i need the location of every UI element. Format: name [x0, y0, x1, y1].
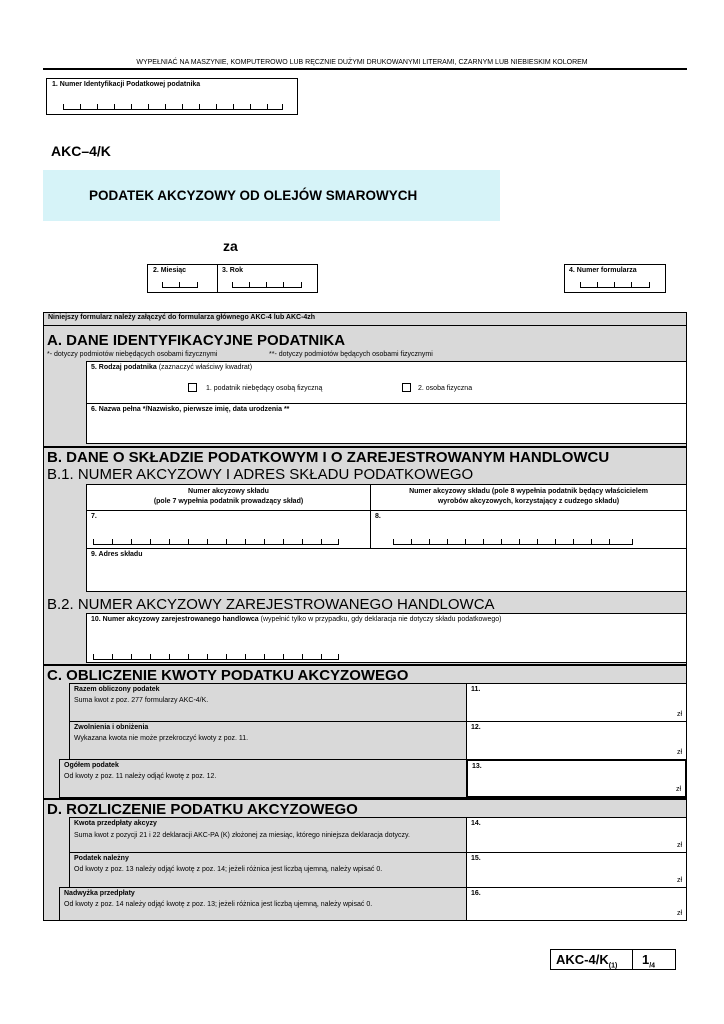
attach-note: Niniejszy formularz należy załączyć do formularza głównego AKC-4 lub AKC-4zh [48, 314, 316, 321]
row-11-desc: Suma kwot z poz. 277 formularzy AKC-4/K. [74, 697, 209, 704]
row-12-label: Zwolnienia i obniżenia [74, 724, 149, 731]
row-12-desc: Wykazana kwota nie może przekroczyć kwoty z poz. 11. [74, 735, 249, 742]
top-rule [43, 68, 687, 70]
field-16-overpayment[interactable] [466, 887, 687, 921]
section-b2-title: B.2. NUMER AKCYZOWY ZAREJESTROWANEGO HANDLOWCA [47, 596, 495, 613]
field-8-tick-line [393, 539, 633, 545]
nip-label: 1. Numer Identyfikacji Podatkowej podatnika [52, 81, 201, 88]
footer-code: AKC-$4/K_{(1)}$ [556, 952, 618, 970]
field-10-trader-excise-number[interactable] [86, 613, 687, 663]
row-14-label: Kwota przedpłaty akcyzy [74, 820, 157, 827]
row-14-label-cell [69, 817, 467, 853]
title-band [43, 170, 500, 221]
rule [43, 664, 687, 666]
field-5-label: 5. Rodzaj podatnika (zaznaczyć właściwy kwadrat) [91, 364, 253, 371]
field-16-unit: zł [676, 910, 682, 917]
field-12-unit: zł [676, 749, 682, 756]
field-11-number: 11. [471, 686, 481, 693]
field-7-label: 7. [91, 513, 97, 520]
rule [43, 798, 687, 800]
footer-page-number [632, 949, 676, 970]
row-16-desc: Od kwoty z poz. 14 należy odjąć kwotę z poz. 13; jeżeli różnica jest liczbą ujemną, należy wpisać 0. [64, 901, 373, 908]
field-10-tick-line [93, 654, 339, 660]
row-13-desc: Od kwoty z poz. 11 należy odjąć kwotę z poz. 12. [64, 773, 217, 780]
period-divider [217, 265, 218, 292]
field-11-total-tax[interactable] [466, 683, 687, 722]
row-13-label: Ogółem podatek [64, 762, 119, 769]
form-number-field[interactable] [564, 264, 666, 293]
row-14-desc: Suma kwot z pozycji 21 i 22 deklaracji AKC-PA (K) złożonej za miesiąc, którego niniejsza deklaracja dotyczy. [74, 832, 410, 839]
row-11-label-cell [69, 683, 467, 722]
section-a-title: A. DANE IDENTYFIKACYJNE PODATNIKA [47, 332, 346, 349]
za-label: za [223, 238, 238, 254]
field-5-taxpayer-type [86, 361, 687, 404]
section-d-title: D. ROZLICZENIE PODATKU AKCYZOWEGO [47, 801, 358, 818]
row-12-label-cell [69, 721, 467, 760]
field-10-label: 10. Numer akcyzowy zarejestrowanego handlowca (wypełnić tylko w przypadku, gdy deklaracja nie dotyczy składu podatkowego) [91, 616, 502, 623]
row-16-label-cell [59, 887, 467, 921]
month-input[interactable] [162, 282, 198, 288]
field-8-excise-number[interactable] [370, 510, 687, 549]
field-14-unit: zł [676, 842, 682, 849]
period-fields [147, 264, 318, 293]
checkbox-non-natural-person[interactable] [188, 383, 197, 392]
col1-header: Numer akcyzowy składu (pole 7 wypełnia podatnik prowadzący skład) [153, 488, 304, 505]
row-11-label: Razem obliczony podatek [74, 686, 160, 693]
option-2-label: 2. osoba fizyczna [418, 385, 473, 392]
field-12-exemptions[interactable] [466, 721, 687, 760]
form-code: AKC–4/K [51, 143, 111, 159]
row-13-label-cell [59, 759, 467, 798]
section-c-title: C. OBLICZENIE KWOTY PODATKU AKCYZOWEGO [47, 667, 409, 684]
field-9-warehouse-address[interactable] [86, 548, 687, 592]
field-14-number: 14. [471, 820, 481, 827]
field-15-number: 15. [471, 855, 481, 862]
year-label: 3. Rok [222, 267, 244, 274]
nip-field[interactable] [46, 78, 298, 115]
row-16-label: Nadwyżka przedpłaty [64, 890, 135, 897]
field-12-number: 12. [471, 724, 481, 731]
form-title: PODATEK AKCYZOWY OD OLEJÓW SMAROWYCH [89, 188, 418, 203]
field-15-tax-due[interactable] [466, 852, 687, 888]
section-b-title: B. DANE O SKŁADZIE PODATKOWYM I O ZAREJESTROWANYM HANDLOWCU [47, 449, 610, 466]
section-b1-title: B.1. NUMER AKCYZOWY I ADRES SKŁADU PODATKOWEGO [47, 466, 474, 483]
fill-instruction: WYPEŁNIAĆ NA MASZYNIE, KOMPUTEROWO LUB RĘCZNIE DUŻYMI DRUKOWANYMI LITERAMI, CZARNYM LUB NIEBIESKIM KOLOREM [136, 59, 588, 66]
row-15-desc: Od kwoty z poz. 13 należy odjąć kwotę z poz. 14; jeżeli różnica jest liczbą ujemną, należy wpisać 0. [74, 866, 383, 873]
field-15-unit: zł [676, 877, 682, 884]
form-number-label: 4. Numer formularza [569, 267, 637, 274]
field-7-tick-line [93, 539, 339, 545]
field-6-name[interactable] [86, 403, 687, 444]
field-8-label: 8. [375, 513, 381, 520]
footer-form-code [550, 949, 633, 970]
field-13-number: 13. [472, 763, 482, 770]
field-9-label: 9. Adres składu [91, 551, 143, 558]
page-number: $1_{/4}$ [642, 952, 656, 970]
section-a-note-1: *- dotyczy podmiotów niebędących osobami fizycznymi [47, 351, 218, 358]
nip-tick-line [63, 104, 283, 110]
field-14-prepayment[interactable] [466, 817, 687, 853]
row-15-label-cell [69, 852, 467, 888]
field-16-number: 16. [471, 890, 481, 897]
section-a-note-2: **- dotyczy podmiotów będących osobami fizycznymi [269, 351, 433, 358]
field-11-unit: zł [676, 711, 682, 718]
row-15-label: Podatek należny [74, 855, 129, 862]
checkbox-natural-person[interactable] [402, 383, 411, 392]
rule [43, 446, 687, 448]
rule [43, 325, 687, 326]
field-13-unit: zł [675, 786, 681, 793]
option-1-label: 1. podatnik niebędący osobą fizyczną [206, 385, 323, 392]
form-number-tick-line [580, 282, 650, 288]
col2-header: Numer akcyzowy składu (pole 8 wypełnia podatnik będący właścicielem wyrobów akcyzowych, korzystający z cudzego składu) [409, 488, 648, 505]
field-13-total[interactable] [466, 759, 687, 798]
year-input[interactable] [232, 282, 302, 288]
field-6-label: 6. Nazwa pełna */Nazwisko, pierwsze imię, data urodzenia ** [91, 406, 290, 413]
b1-column-headers [86, 484, 687, 511]
month-label: 2. Miesiąc [153, 267, 187, 274]
field-7-excise-number[interactable] [86, 510, 371, 549]
